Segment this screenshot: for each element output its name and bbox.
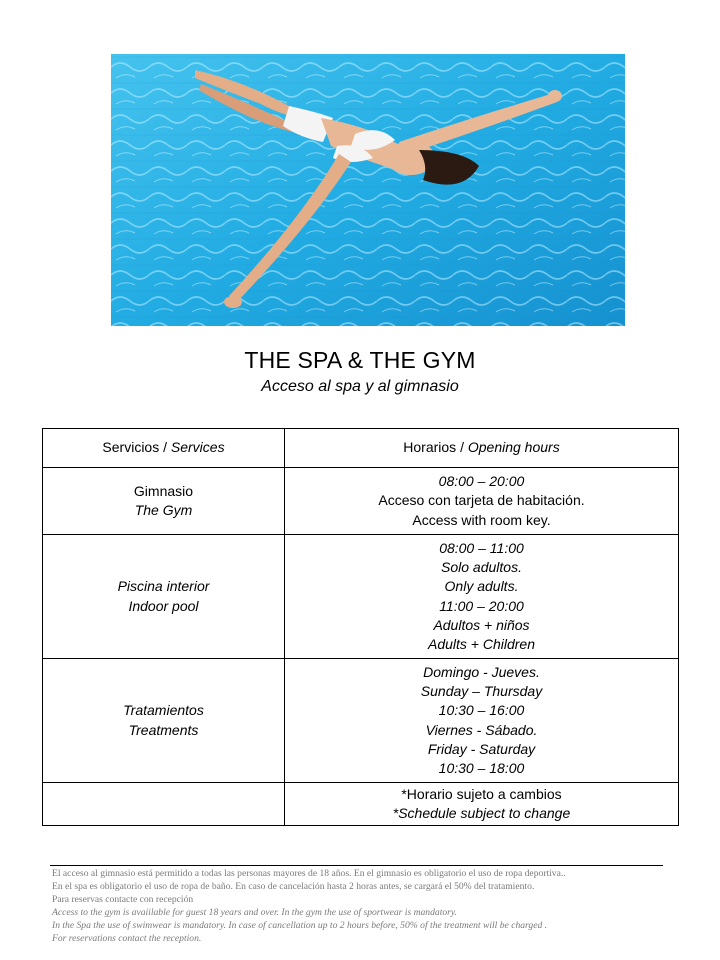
service-name-en: Treatments [128, 721, 199, 738]
service-name-es: Piscina interior [117, 578, 210, 595]
hours-line: Acceso con tarjeta de habitación. [378, 492, 585, 509]
service-cell [43, 468, 285, 535]
schedule-note-cell [285, 783, 679, 826]
footer-line: Access to the gym is avaiilable for guest 18 years and over. In the gym the use of sportwear is mandatory. [52, 906, 458, 918]
hours-line: 11:00 – 20:00 [439, 597, 524, 614]
hours-header-es: Horarios / [403, 439, 468, 456]
hours-line: Solo adultos. [441, 558, 522, 575]
hours-line: Friday - Saturday [427, 740, 536, 757]
schedule-note-es: *Horario sujeto a cambios [401, 785, 562, 802]
table-row-gym [43, 468, 679, 535]
schedule-note-en: *Schedule subject to change [392, 805, 571, 821]
hours-line: Domingo - Jueves. [423, 663, 540, 680]
service-name-es: Tratamientos [123, 702, 204, 719]
hours-cell [285, 535, 679, 659]
footer-divider [50, 865, 663, 866]
opening-hours-table [42, 428, 679, 826]
service-name-es: Gimnasio [133, 482, 194, 499]
hours-line: 08:00 – 11:00 [439, 539, 524, 556]
hours-header-en: Opening hours [467, 439, 560, 456]
service-cell [43, 535, 285, 659]
empty-cell [43, 783, 285, 826]
hours-line: Viernes - Sábado. [425, 721, 538, 738]
footer-line: Para reservas contacte con recepción [52, 893, 194, 905]
table-row-note [43, 783, 679, 826]
footer-line: El acceso al gimnasio está permitido a todas las personas mayores de 18 años. En el gimnasio es obligatorio el uso de ropa deportiva.. [52, 868, 566, 879]
service-name-en: Indoor pool [128, 597, 199, 614]
hours-cell [285, 468, 679, 535]
hours-line: Sunday – Thursday [420, 682, 543, 699]
page-title: THE SPA & THE GYM [244, 347, 476, 373]
footer-line: In the Spa the use of swimwear is mandatory. In case of cancellation up to 2 hours before, 50% of the treatment will be charged . [52, 919, 548, 931]
hours-column-header [285, 429, 679, 468]
footer-line: For reservations contact the reception. [52, 932, 202, 944]
hours-line: 08:00 – 20:00 [438, 473, 525, 490]
hours-line: Adults + Children [427, 636, 535, 653]
page-subtitle: Acceso al spa y al gimnasio [261, 378, 459, 395]
table-row-treatments [43, 659, 679, 783]
hours-line: Only adults. [444, 578, 519, 595]
services-header-en: Services [170, 439, 225, 456]
hours-cell [285, 659, 679, 783]
hours-line: 10:30 – 16:00 [438, 702, 525, 719]
footer-notes [52, 868, 672, 945]
services-column-header [43, 429, 285, 468]
table-header-row [43, 429, 679, 468]
table-row-indoor-pool [43, 535, 679, 659]
hours-line: Adultos + niños [433, 616, 530, 633]
footer-line: En el spa es obligatorio el uso de ropa de baño. En caso de cancelación hasta 2 horas antes, se cargará el 50% del tratamiento. [52, 880, 535, 892]
hours-line: 10:30 – 18:00 [438, 760, 525, 777]
services-header-es: Servicios / [102, 439, 171, 456]
pool-swimmer-photo [111, 54, 625, 326]
service-cell [43, 659, 285, 783]
service-name-en: The Gym [134, 502, 193, 518]
hours-line: Access with room key. [412, 511, 551, 528]
